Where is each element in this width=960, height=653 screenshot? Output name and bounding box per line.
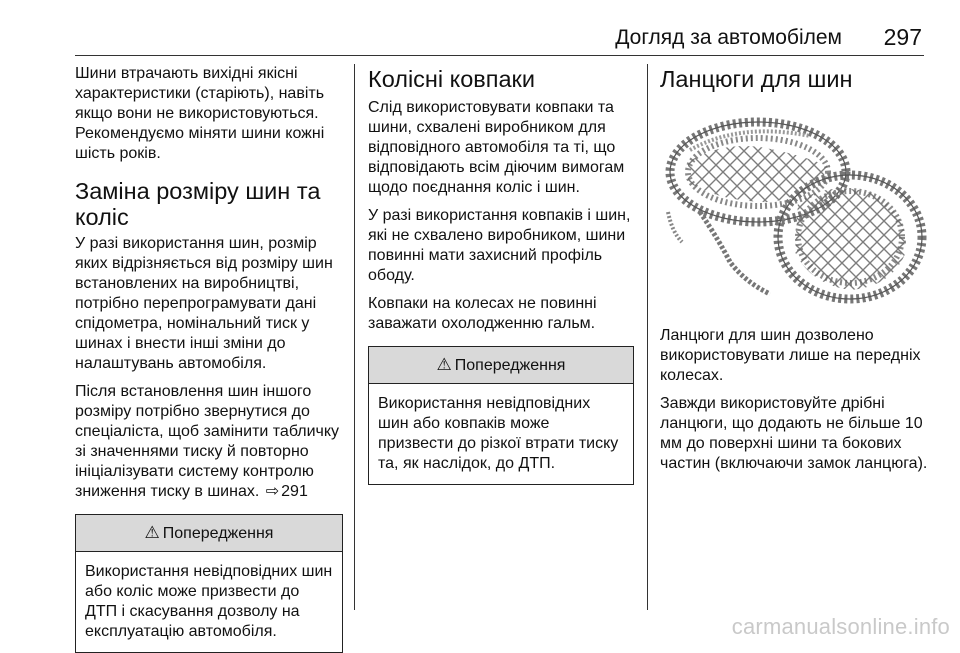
tyre-size-change-heading: Заміна розміру шин та коліс: [75, 178, 321, 230]
tyre-size-paragraph-2: [75, 382, 343, 502]
tyre-size-paragraph-1: У разі використання шин, розмір яких відрізняється від розміру шин встановлених на виробництві, потрібно перепрограмувати дані спідометра, номінальний тиск у шинах і внести інші зміни до налаштувань автомобіля.: [75, 235, 333, 372]
warning-triangle-icon: ⚠: [144, 523, 160, 542]
snow-chains-paragraph-2: Завжди використовуйте дрібні ланцюги, що додають не більше 10 мм до поверхні шини та бокових частин (включаючи замок ланцюга).: [660, 395, 928, 472]
warning-box-covers: [368, 346, 634, 485]
column-2: [368, 64, 634, 485]
warning-body: [369, 384, 633, 484]
snow-chains-illustration: [660, 102, 928, 314]
wheel-covers-paragraph-2: У разі використання ковпаків і шин, які не схвалено виробником, шини повинні мати захисний профіль ободу.: [368, 207, 631, 284]
column-1: [75, 64, 343, 653]
warning-triangle-icon: ⚠: [436, 355, 452, 374]
warning-text: Використання невідповідних шин або коліс може призвести до ДТП і скасування дозволу на експлуатацію автомобіля.: [85, 563, 333, 640]
snow-chains-heading: Ланцюги для шин: [660, 66, 853, 92]
page-number: 297: [883, 24, 922, 50]
warning-box-wheels: [75, 514, 343, 653]
wheel-covers-paragraph-3: Ковпаки на колесах не повинні заважати охолодженню гальм.: [368, 295, 597, 332]
column-divider-2: [647, 64, 648, 610]
warning-header: [76, 515, 342, 552]
page-reference-link[interactable]: 291: [281, 483, 308, 500]
warning-text: Використання невідповідних шин або ковпаків може призвести до різкої втрати тиску та, як наслідок, до ДТП.: [378, 395, 619, 472]
warning-body: [76, 552, 342, 652]
tyre-size-paragraph-2-text: Після встановлення шин іншого розміру потрібно звернутися до спеціаліста, щоб замінити табличку зі значеннями тиску й повторно ініціалізувати систему контролю зниження тиску в шинах.: [75, 383, 340, 500]
warning-title: Попередження: [454, 357, 566, 374]
tyre-aging-paragraph: Шини втрачають вихідні якісні характеристики (старіють), навіть якщо вони не використовуються. Рекомендуємо міняти шини кожні шість років.: [75, 65, 325, 162]
header-divider: [75, 55, 924, 56]
column-3: [660, 64, 930, 482]
page-header: [0, 0, 960, 56]
chain-loop-right-icon: [778, 175, 922, 299]
warning-title: Попередження: [162, 525, 274, 542]
watermark: carmanualsonline.info: [731, 614, 950, 639]
wheel-covers-heading: Колісні ковпаки: [368, 66, 535, 92]
page-reference-arrow-icon: ⇨: [265, 483, 280, 500]
section-title: Догляд за автомобілем: [615, 26, 842, 49]
wheel-covers-paragraph-1: Слід використовувати ковпаки та шини, схвалені виробником для відповідного автомобіля та ті, що відповідають всім діючим вимогам щодо поєднання коліс і шин.: [368, 99, 625, 196]
warning-header: [369, 347, 633, 384]
column-divider-1: [354, 64, 355, 610]
snow-chains-paragraph-1: Ланцюги для шин дозволено використовувати лише на передніх колесах.: [660, 327, 921, 384]
